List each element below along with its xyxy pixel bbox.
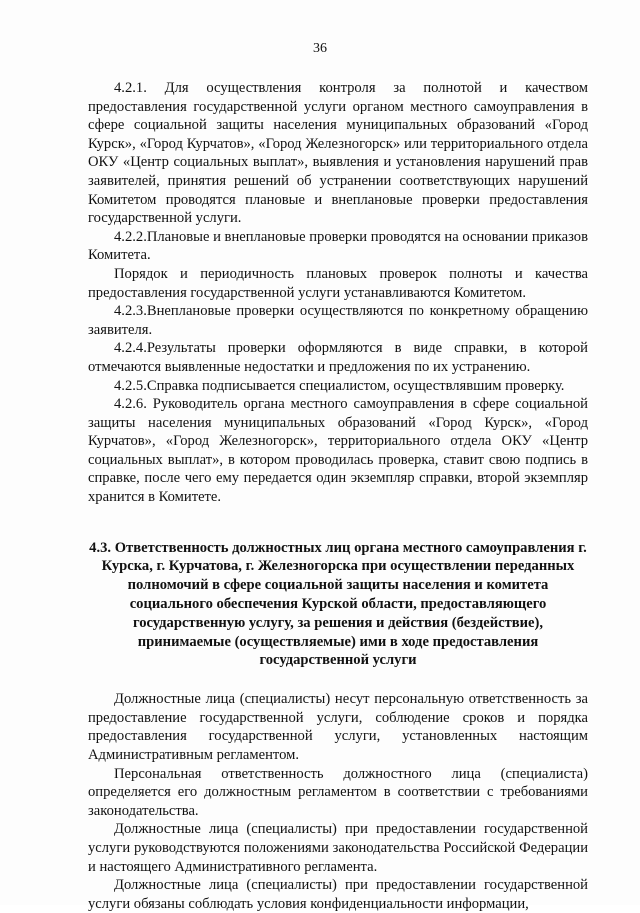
section-paragraph: Должностные лица (специалисты) при предоставлении государственной услуги руководствуются положениями законодательства Российской Федерации и настоящего Административного регламента. — [88, 821, 588, 875]
paragraph-4-2-1: 4.2.1. Для осуществления контроля за полнотой и качеством предоставления государственной услуги органом местного самоуправления в сфере социальной защиты населения муниципальных образований «Город Курск», «Город Курчатов», «Город Железногорск» или территориального отдела ОКУ «Центр социальных выплат», выявления и установления нарушений прав заявителей, принятия решений об устранении соответствующих нарушений Комитетом проводятся плановые и внеплановые проверки предоставления государственной услуги. — [88, 80, 588, 227]
paragraph-4-2-3: 4.2.3.Внеплановые проверки осуществляются по конкретному обращению заявителя. — [88, 303, 588, 338]
paragraph-4-2-5: 4.2.5.Справка подписывается специалистом, осуществлявшим проверку. — [114, 377, 565, 394]
section-heading: 4.3. Ответственность должностных лиц органа местного самоуправления г. Курска, г. Курчатова, г. Железногорска при осуществлении переданных полномочий в сфере социальной защиты населения и комитета социального обеспечения Курской области, предоставляющего государственную услугу, за решения и действия (бездействие), принимаемые (осуществляемые) ими в ходе предоставления государственной услуги — [89, 539, 587, 669]
section-paragraph: Должностные лица (специалисты) несут персональную ответственность за предоставление государственной услуги, соблюдение сроков и порядка предоставления государственной услуги, установленных настоящим Административным регламентом. — [88, 691, 588, 764]
paragraph-schedule: Порядок и периодичность плановых проверок полноты и качества предоставления государственной услуги устанавливаются Комитетом. — [88, 265, 588, 301]
section-paragraph: Персональная ответственность должностного лица (специалиста) определяется его должностным регламентом в соответствии с требованиями законодательства. — [88, 765, 588, 819]
paragraph-4-2-2: 4.2.2.Плановые и внеплановые проверки проводятся на основании приказов Комитета. — [88, 228, 588, 264]
section-paragraph: Должностные лица (специалисты) при предоставлении государственной услуги обязаны соблюдать условия конфиденциальности информации, — [88, 877, 588, 912]
paragraph-4-2-6: 4.2.6. Руководитель органа местного самоуправления в сфере социальной защиты населения муниципальных образований «Город Курск», «Город Курчатов», «Город Железногорск», территориального отдела ОКУ «Центр социальных выплат», в котором проводилась проверка, ставит свою подпись в справке, после чего ему передается один экземпляр справки, второй экземпляр хранится в Комитете. — [88, 396, 588, 506]
paragraph-4-2-4: 4.2.4.Результаты проверки оформляются в виде справки, в которой отмечаются выявленные недостатки и предложения по их устранению. — [88, 340, 588, 375]
document-body — [88, 79, 588, 913]
page-number: 36 — [313, 41, 327, 56]
section-body — [88, 690, 588, 913]
